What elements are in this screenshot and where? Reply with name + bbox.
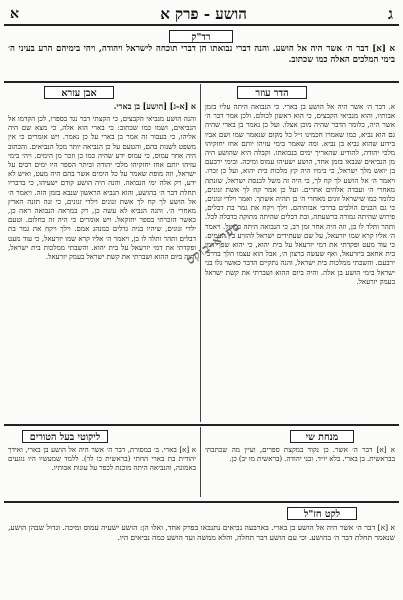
baal-haturim-label: ליקוטי בעל הטורים bbox=[22, 430, 108, 443]
radak-label: רד"ק bbox=[169, 30, 233, 43]
right-column-text: א. דבר ה׳ אשר היה אל הושע בן בארי. כי הנבואה היתה עליו בזמן אבותיו, והוא מנביאי הקבצים, כי הוא ראשון לכולם. ולכן אמר דבר ה׳ אשר היה, כלומר הדבר שהיה מוכן אצלו. ועל כן נאמר בן בארי שהיה גם הוא נביא, כמו שאמרו חכמינו ז״ל כל מקום שנאמר שמו ושם אביו בידוע שהוא נביא בן נביא. ומה שאמר בימי עזיהו יותם אחז יחזקיהו מלכי יהודה, להודיע שהאריך ימים בנבואתו. וקבלה היא שהושע היה מן הנביאים שנבאו בזמן אחד, הושע ישעיהו עמוס ומיכה. ובימי ירבעם בן יואש מלך ישראל, כי בימיו היה קץ מלכות בית יהוא, ועל כן זכרו. ויאמר ה׳ אל הושע לך קח לך, כי היה זה משל לכנסת ישראל, שזנתה מאחרי ה׳ ועבדה אלהים אחרים. ועל כן אמר קח לך אשת זנונים, כלומר כמו שישראל זונים מאחרי ה׳ כן תהיה אשתך. ואמר וילדי זנונים, כי גם הבנים הולכים בדרכי אבותיהם. וילך ויקח את גמר בת דבלים, פירוש שהיתה גמורה ברשעתה, ובת דבלים שהיתה מתוקה כדבלה לכל. ותהר ותלד לו בן, וזה היה אחר זמן רב, כי הנבואה היתה כמשל. ויאמר ה׳ אליו קרא שמו יזרעאל, על שם שעתידים ישראל להזרע בין העמים. כי עוד מעט ופקדתי את דמי יזרעאל על בית יהוא, כי יהוא שפך דמי בית אחאב ביזרעאל, ואף שעשה ברצון ה׳, אבל הוא עצמו הלך בדרכי ירבעם. והשבתי ממלכות בית ישראל, והנה נתקיים הדבר כאשר גלו בני ישראל בימי הושע בן אלה. והיה ביום ההוא ושברתי את קשת ישראל בעמק יזרעאל. bbox=[205, 102, 395, 286]
divider bbox=[4, 424, 399, 426]
leket-chazal-text: א [א] דבר ה׳ אשר היה אל הושע בן בארי. בארבעה נביאים נתנבאו בפרק אחד, ואלו הן: הושע ישעיה עמוס ומיכה. וגדול שבהן הושע, שנאמר תחלת דבר ה׳ בהושע. וכי עם הושע דבר תחלה, והלא ממשה ועד הושע כמה נביאים היו. bbox=[8, 523, 395, 542]
page-title: הושע - פרק א bbox=[160, 4, 247, 23]
column-divider bbox=[200, 427, 201, 497]
page-header bbox=[4, 4, 399, 26]
divider bbox=[4, 81, 399, 83]
left-mark: א bbox=[10, 5, 19, 22]
baal-haturim-text: א [א] בארי. ב׳ במסורת, דבר ה׳ אשר היה אל הושע בן בארי, ואידך יהודית בת בארי החתי (בראשית כו לד). ללמד שמעשיו היו נוגעים באמונה, והנביאה היתה מוכנת לכפר על עונות אבותיו. bbox=[8, 445, 196, 473]
watermark-stamp: ספרא-בוקס bbox=[183, 218, 243, 268]
left-column-heading: א [א-ג] [הושע] בן בארי. bbox=[113, 102, 196, 111]
divider bbox=[4, 501, 399, 503]
leket-chazal-label: לקט חז"ל bbox=[287, 507, 357, 520]
right-column-label: הדר עוזר bbox=[237, 86, 307, 99]
page bbox=[4, 4, 399, 596]
left-column-label: אבן עזרא bbox=[44, 86, 114, 99]
page-letter: ג bbox=[388, 4, 393, 23]
left-column-text: והנה הושע מנביאי הקבצים, כי הקצתי דבר נגד בספרו, לכן הקדמו אל הנביאים, ושמו כמו שכתוב: כי בארי הוא אלה, כי מצא שם היה אליהו, כי בעבור זה אמר בן בארי על כן נאמר. ויש אומרים כי אין משפט לשנות בהם, והטעם על כן הנביאה יותר מכל הנביאים. והכתוב היה אחר עמוס, כי עמוס ידע שהיה כמו כן וזכר מן הימים. ויהי בימי עזיהו יותם אחז יחזקיהו מלכי יהודה וביתר הספר היו ימים רבים על ישראל, וזה מופת שאמר על כל הימים אשר בהם היה מעט, ואיש לא ידע, רק אלה ימי הנבואה. והנה היה הושע קודם ישעיהו, כי בדבריו תחלת דבר ה׳ בהושע, והוא הנביא הראשון שנבא בזמן הזה. ויאמר ה׳ אל הושע לך קח לך אשת זנונים וילדי זנונים, כי זנה תזנה הארץ מאחרי ה׳. והנה הנביא לא עשה כן, רק במראה הנבואה ראה כן, כאשר הזכרתי בספר יחזקאל. ויש אומרים כי היה זה בחלום. וטעם ילדי זנונים, שיהיו בניה גדלים כמנהג אמם. וילך ויקח את גמר בת דבלים ותהר ותלד לו בן, ויאמר ה׳ אליו קרא שמו יזרעאל, כי עוד מעט ופקדתי את דמי יזרעאל על בית יהוא. והשבתי ממלכות בית ישראל, והיה ביום ההוא ושברתי את קשת ישראל בעמק יזרעאל. bbox=[8, 114, 196, 262]
radak-text: א [א] דבר ה׳ אשר היה אל הושע. והנה דברי נבואתו הן דברי תוכחה לישראל ויהודה, ויהי בימיהם הרע בעיני ה׳ בימי המלכים האלה כמו שכתוב. bbox=[8, 44, 395, 65]
minchas-shai-label: מנחת שי bbox=[290, 430, 354, 443]
minchas-shai-text: א [א] דבר ה׳ אשר. כן נקוד במקצת ספרים, ועיין מה שכתבתי בבראשית. בן בארי. בלא יו״ד. ובני יהודה. (בראשית מו יב) כן. bbox=[205, 445, 395, 464]
